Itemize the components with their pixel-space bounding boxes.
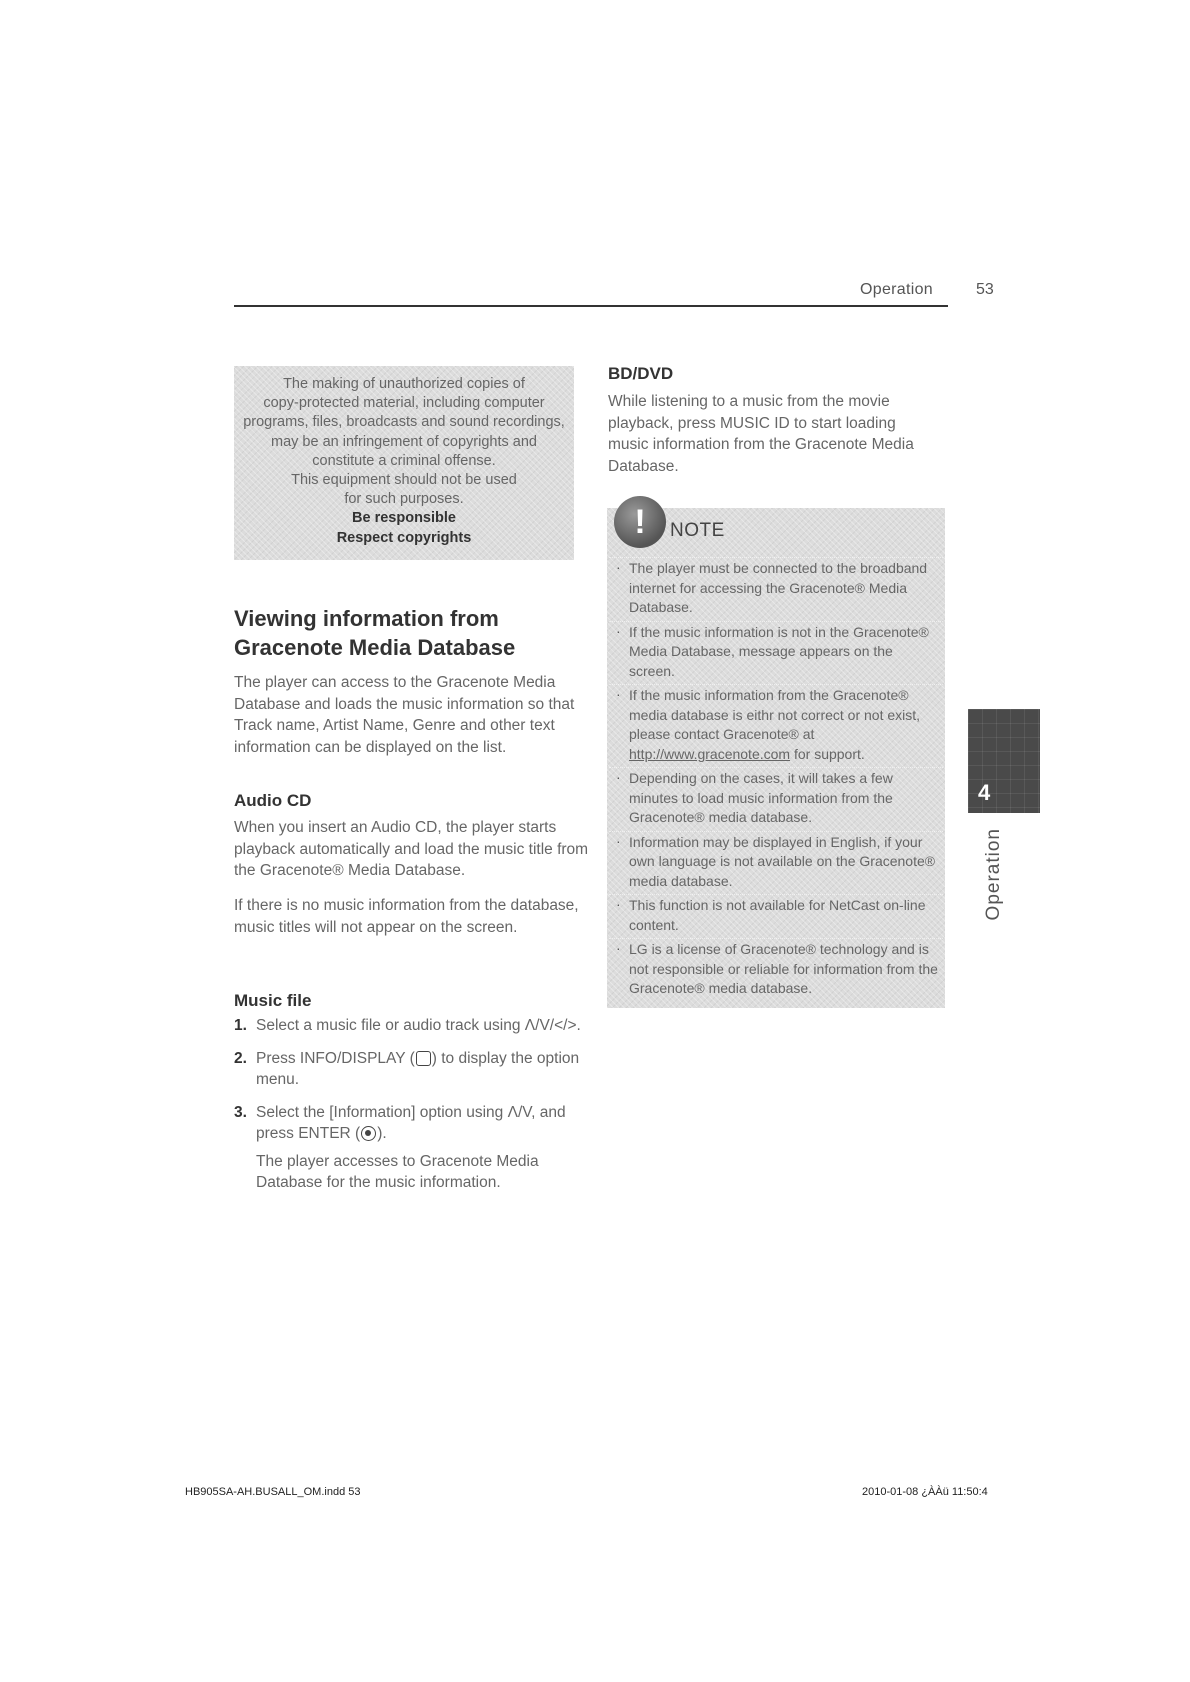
note-item-text: for support.: [790, 745, 865, 762]
notice-line: constitute a criminal offense.: [312, 452, 496, 469]
note-title: NOTE: [670, 520, 725, 541]
step-text: ) to display the option menu.: [256, 1049, 580, 1088]
section-title-line: Viewing information from: [234, 606, 499, 631]
step-number: 3.: [234, 1103, 247, 1121]
bd-dvd-paragraph: While listening to a music from the movie playback, press MUSIC ID to start loading music information from the Gracenote Media Database.: [608, 393, 914, 475]
music-file-steps: [234, 1015, 584, 1205]
notice-line: The making of unauthorized copies of: [283, 376, 525, 392]
note-item: · The player must be connected to the broadband internet for accessing the Gracenote® Media Database.: [609, 557, 943, 621]
notice-bold-line: Be responsible: [352, 510, 456, 527]
audio-cd-paragraph: If there is no music information from the database, music titles will not appear on the screen.: [234, 897, 579, 936]
footer-file-name: HB905SA-AH.BUSALL_OM.indd 53: [185, 1486, 361, 1498]
step-number: 1.: [234, 1017, 247, 1034]
notice-line: copy-protected material, including computer: [263, 395, 545, 412]
step-item: [234, 1102, 584, 1194]
audio-cd-heading: Audio CD: [234, 791, 312, 810]
exclamation-icon: !: [614, 496, 666, 548]
notice-line: This equipment should not be used: [291, 472, 517, 489]
page-number: 53: [976, 281, 994, 298]
chapter-label: Operation: [983, 828, 1004, 921]
section-title-line: Gracenote Media Database: [234, 635, 516, 660]
step-text: Press INFO/DISPLAY (: [256, 1049, 415, 1067]
section-intro: The player can access to the Gracenote Media Database and loads the music information so that Track name, Artist Name, Genre and other text information can be displayed on the list.: [234, 674, 575, 756]
notice-bold-line: Respect copyrights: [336, 529, 472, 546]
step-text: ).: [377, 1125, 387, 1142]
step-text: Select a music file or audio track using Λ/V/</>.: [256, 1017, 581, 1034]
copyright-notice-box: [234, 366, 574, 560]
notice-line: for such purposes.: [344, 491, 464, 508]
step-item: [234, 1048, 584, 1091]
note-item: [609, 684, 943, 767]
step-number: 2.: [234, 1049, 247, 1067]
note-item: · LG is a license of Gracenote® technology and is not responsible or reliable for information from the Gracenote® media database.: [609, 938, 943, 1002]
note-item: · This function is not available for NetCast on-line content.: [609, 894, 943, 938]
footer-timestamp: 2010-01-08 ¿ÀÀü 11:50:4: [862, 1486, 988, 1498]
gracenote-link[interactable]: http://www.gracenote.com: [629, 745, 791, 762]
note-list: [609, 557, 943, 1002]
note-item: · Depending on the cases, it will takes a few minutes to load music information from the Gracenote® media database.: [609, 767, 943, 831]
bd-dvd-heading: BD/DVD: [608, 364, 674, 383]
running-header-section: Operation: [860, 281, 933, 298]
music-file-heading: Music file: [234, 991, 312, 1010]
enter-icon: [361, 1126, 376, 1141]
notice-line: may be an infringement of copyrights and: [271, 433, 537, 450]
step-item: [234, 1015, 584, 1037]
chapter-number: 4: [978, 780, 991, 805]
note-item: · Information may be displayed in English, if your own language is not available on the Gracenote® media database.: [609, 831, 943, 895]
header-rule: [234, 305, 948, 307]
section-title: [234, 604, 594, 662]
step-text: Select the [Information] option using Λ/V, and press ENTER (: [256, 1103, 566, 1142]
info-display-icon: [416, 1051, 431, 1066]
audio-cd-paragraph: When you insert an Audio CD, the player starts playback automatically and load the music title from the Gracenote® Media Database.: [234, 819, 589, 879]
note-item: · If the music information is not in the Gracenote® Media Database, message appears on the screen.: [609, 621, 943, 685]
notice-line: programs, files, broadcasts and sound recordings,: [243, 414, 565, 431]
step-subtext: The player accesses to Gracenote Media Database for the music information.: [256, 1152, 539, 1191]
note-item-text: If the music information from the Gracenote® media database is eithr not correct or not exist, please contact Gracenote® at: [629, 687, 921, 742]
